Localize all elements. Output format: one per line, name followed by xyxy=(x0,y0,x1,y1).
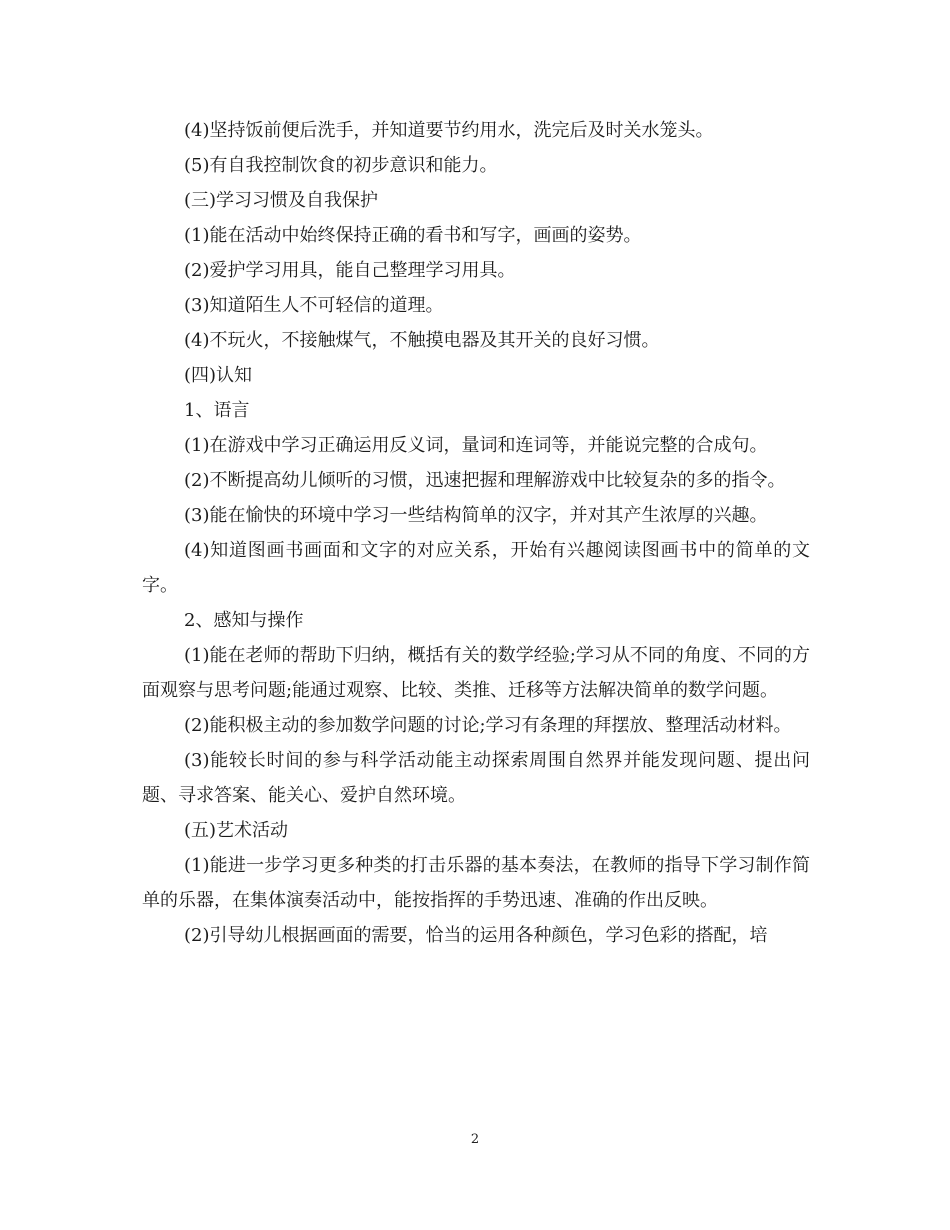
subsection-heading: 2、感知与操作 xyxy=(184,610,304,631)
section-heading: (三)学习习惯及自我保护 xyxy=(184,190,379,211)
paragraph: (4)坚持饭前便后洗手，并知道要节约用水，洗完后及时关水笼头。 xyxy=(184,120,714,141)
subsection-heading: 1、语言 xyxy=(184,400,250,421)
section-heading: (四)认知 xyxy=(184,365,253,386)
document-body xyxy=(142,113,810,953)
page-number: 2 xyxy=(470,1132,480,1147)
section-heading: (五)艺术活动 xyxy=(184,820,289,841)
paragraph: (2)引导幼儿根据画面的需要，恰当的运用各种颜色，学习色彩的搭配，培 xyxy=(184,925,768,946)
paragraph: (3)知道陌生人不可轻信的道理。 xyxy=(184,295,444,316)
paragraph: (1)在游戏中学习正确运用反义词，量词和连词等，并能说完整的合成句。 xyxy=(184,435,768,456)
paragraph: (3)能较长时间的参与科学活动能主动探索周围自然界并能发现问题、提出问题、寻求答案、能关心、爱护自然环境。 xyxy=(142,750,810,806)
paragraph: (2)不断提高幼儿倾听的习惯，迅速把握和理解游戏中比较复杂的多的指令。 xyxy=(184,470,786,491)
paragraph: (4)不玩火，不接触煤气，不触摸电器及其开关的良好习惯。 xyxy=(184,330,660,351)
paragraph: (2)能积极主动的参加数学问题的讨论;学习有条理的拜摆放、整理活动材料。 xyxy=(184,715,792,736)
paragraph: (5)有自我控制饮食的初步意识和能力。 xyxy=(184,155,498,176)
paragraph: (1)能在活动中始终保持正确的看书和写字，画画的姿势。 xyxy=(184,225,642,246)
paragraph: (1)能在老师的帮助下归纳，概括有关的数学经验;学习从不同的角度、不同的方面观察与思考问题;能通过观察、比较、类推、迁移等方法解决简单的数学问题。 xyxy=(142,645,810,701)
paragraph: (2)爱护学习用具，能自己整理学习用具。 xyxy=(184,260,516,281)
paragraph: (1)能进一步学习更多种类的打击乐器的基本奏法，在教师的指导下学习制作简单的乐器，在集体演奏活动中，能按指挥的手势迅速、准确的作出反映。 xyxy=(142,855,810,911)
paragraph: (4)知道图画书画面和文字的对应关系，开始有兴趣阅读图画书中的简单的文字。 xyxy=(142,540,810,596)
paragraph: (3)能在愉快的环境中学习一些结构简单的汉字，并对其产生浓厚的兴趣。 xyxy=(184,505,768,526)
